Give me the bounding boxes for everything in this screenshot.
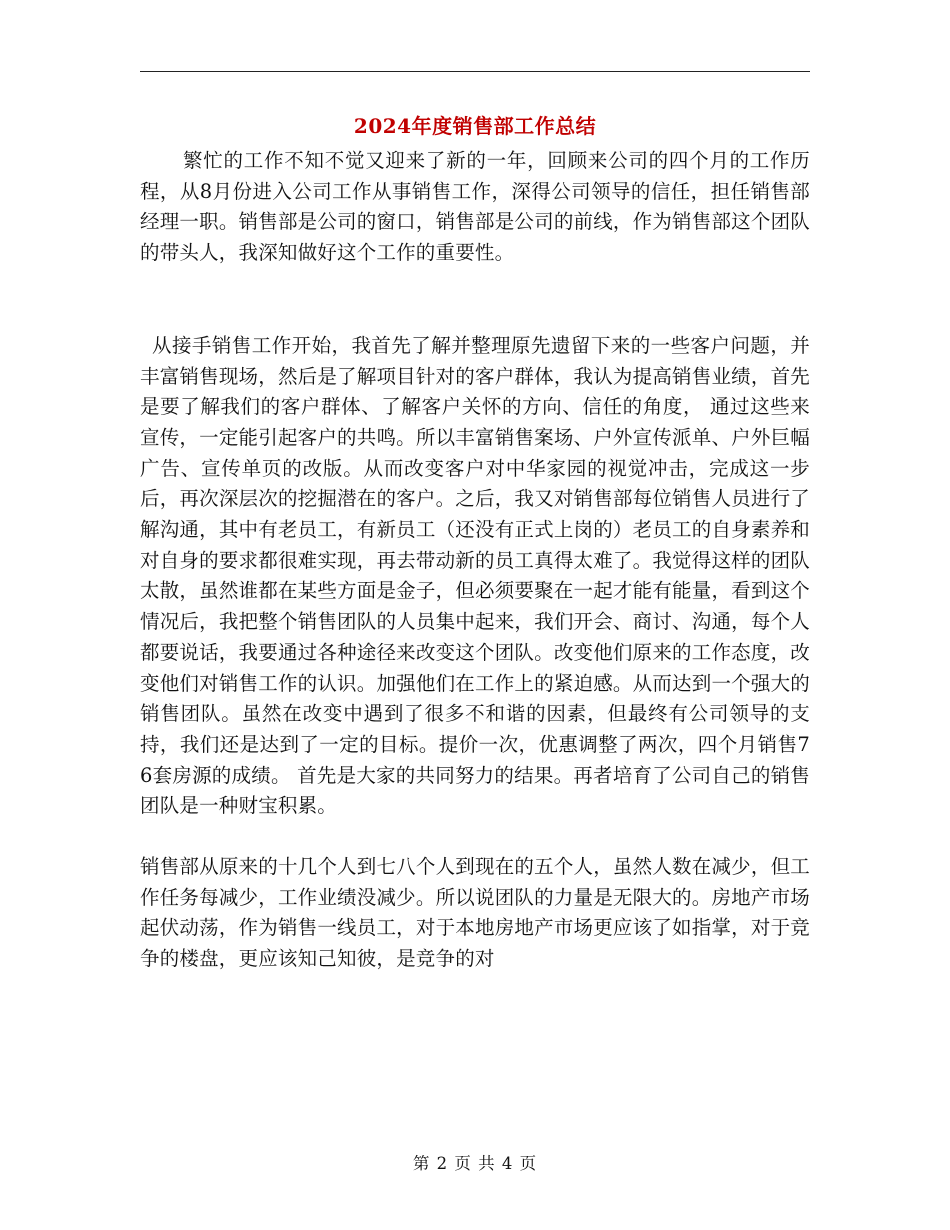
header-rule: [140, 71, 810, 72]
document-body: [140, 146, 810, 975]
paragraph-1: 繁忙的工作不知不觉又迎来了新的一年，回顾来公司的四个月的工作历程，从8月份进入公司工作从事销售工作，深得公司领导的信任，担任销售部经理一职。销售部是公司的窗口，销售部是公司的前线，作为销售部这个团队的带头人，我深知做好这个工作的重要性。: [140, 149, 810, 265]
paragraph-3: 销售部从原来的十几个人到七八个人到现在的五个人，虽然人数在减少，但工作任务每减少，工作业绩没减少。所以说团队的力量是无限大的。房地产市场起伏动荡，作为销售一线员工，对于本地房地产市场更应该了如指掌，对于竞争的楼盘，更应该知己知彼，是竞争的对: [140, 855, 810, 971]
page-number-footer: 第 2 页 共 4 页: [412, 1154, 538, 1173]
document-title: 2024年度销售部工作总结: [353, 114, 597, 138]
paragraph-2: 从接手销售工作开始，我首先了解并整理原先遗留下来的一些客户问题，并丰富销售现场，然后是了解项目针对的客户群体，我认为提高销售业绩，首先是要了解我们的客户群体、了解客户关怀的方向、信任的角度， 通过这些来宣传，一定能引起客户的共鸣。所以丰富销售案场、户外宣传派单、户外巨幅广告、宣传单页的改版。从而改变客户对中华家园的视觉冲击，完成这一步后，再次深层次的挖掘潜在的客户。之后，我又对销售部每位销售人员进行了解沟通，其中有老员工，有新员工（还没有正式上岗的）老员工的自身素养和对自身的要求都很难实现，再去带动新的员工真得太难了。我觉得这样的团队太散，虽然谁都在某些方面是金子，但必须要聚在一起才能有能量，看到这个情况后，我把整个销售团队的人员集中起来，我们开会、商讨、沟通，每个人都要说话，我要通过各种途径来改变这个团队。改变他们原来的工作态度，改变他们对销售工作的认识。加强他们在工作上的紧迫感。从而达到一个强大的销售团队。虽然在改变中遇到了很多不和谐的因素，但最终有公司领导的支持，我们还是达到了一定的目标。提价一次，优惠调整了两次，四个月销售76套房源的成绩。 首先是大家的共同努力的结果。再者培育了公司自己的销售团队是一种财宝积累。: [140, 333, 810, 818]
